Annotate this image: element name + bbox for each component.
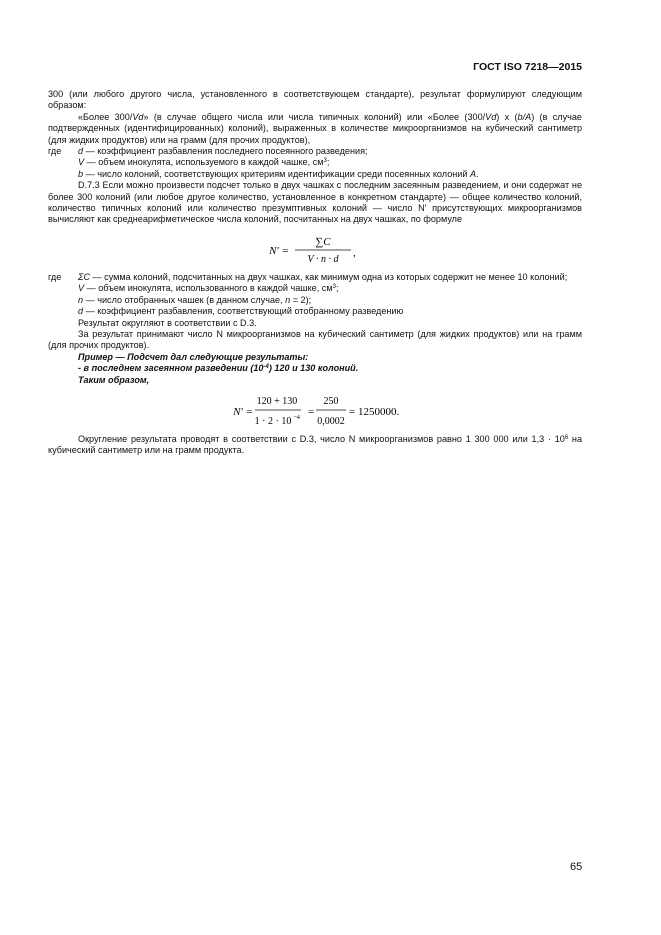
definition-row: где d — коэффициент разбавления последнего посеянного разведения; bbox=[48, 146, 368, 157]
example-line: - в последнем засеянном разведении $(10^{-4})$ 120 и 130 колоний. bbox=[78, 363, 359, 374]
page-number: 65 bbox=[570, 861, 583, 873]
definition-row: n — число отобранных чашек (в данном случае, n = 2); bbox=[78, 294, 312, 305]
example-heading: Пример — Подсчет дал следующие результаты: bbox=[78, 351, 309, 362]
formula-denominator: 0,0002 bbox=[317, 415, 345, 427]
formula-equals: = bbox=[308, 405, 315, 418]
definition-row: b — число колоний, соответствующих критериям идентификации среди посеянных колоний A. bbox=[78, 168, 479, 179]
paragraph: Результат округляют в соответствии с D.3. bbox=[78, 317, 257, 328]
formula-rhs: = 1250000. bbox=[349, 405, 400, 418]
definition-row: d — коэффициент разбавления, соответствующий отобранному разведению bbox=[78, 306, 404, 317]
formula-numerator: 250 bbox=[323, 395, 339, 407]
formula-denominator: V · n · d bbox=[307, 253, 339, 265]
formula-end: , bbox=[353, 246, 356, 259]
formula bbox=[48, 226, 582, 272]
formula-lhs: N′ = bbox=[233, 405, 253, 418]
paragraph: За результат принимают число N микроорганизмов на кубический сантиметр (для жидких продуктов) или на грамм (для прочих продуктов). bbox=[48, 328, 582, 351]
formula-denominator-exponent: −4 bbox=[293, 413, 300, 421]
definition-row: где ΣC — сумма колоний, подсчитанных на двух чашках, как минимум одна из которых содержит не менее 10 колоний; bbox=[48, 271, 568, 282]
document-header: ГОСТ ISO 7218—2015 bbox=[473, 61, 582, 73]
paragraph: «Более 300/Vd» (в случае общего числа или числа типичных колоний) или «Более (300/Vd) x (b/A) (в случае подтвержденных (идентифицированных) колоний), выраженных в количестве микроорганизмов на кубический сантиметр (для жидких продуктов) или на грамм (для прочих продуктов), bbox=[48, 111, 582, 145]
definition-row: V — объем инокулята, использованного в каждой чашке, $см^3$; bbox=[78, 283, 339, 294]
formula bbox=[48, 386, 582, 434]
page-body bbox=[48, 89, 582, 457]
formula-denominator: 1 · 2 · 10 bbox=[254, 415, 292, 427]
paragraph: Округление результата проводят в соответствии с D.3, число N микроорганизмов равно 1 300 000 или $1,3 \cdot 10^6$ на кубический сантиметр или на грамм продукта. bbox=[48, 433, 582, 456]
paragraph: 300 (или любого другого числа, установленного в соответствующем стандарте), результат формулируют следующим образом: bbox=[48, 89, 582, 111]
paragraph: D.7.3 Если можно произвести подсчет только в двух чашках с последним засеянным разведением, и они содержат не более 300 колоний (или любое другое количество, установленное в конкретном стандарте) — общее количество колоний, количество типичных колоний или количество презумптивных колоний — число N′ присутствующих микроорганизмов вычисляют как среднеарифметическое числа колоний, посчитанных на двух чашках, по формуле bbox=[48, 180, 582, 225]
example-line: Таким образом, bbox=[78, 374, 150, 385]
formula-lhs: N′ = bbox=[269, 244, 289, 257]
formula-numerator: ∑C bbox=[315, 235, 331, 248]
definition-row: V — объем инокулята, используемого в каждой чашке, $см^3$; bbox=[78, 157, 330, 168]
formula-numerator: 120 + 130 bbox=[256, 395, 298, 407]
